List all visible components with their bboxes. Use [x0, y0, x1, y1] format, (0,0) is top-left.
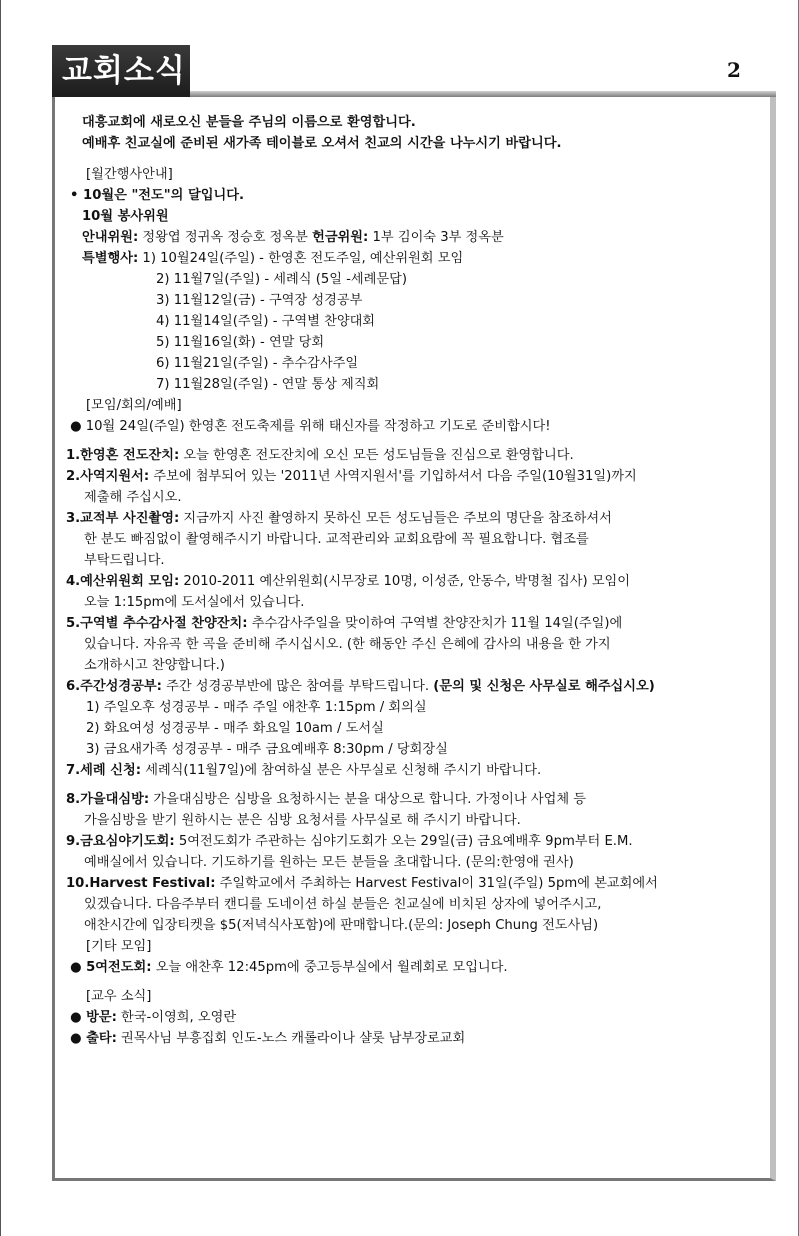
notice-2	[66, 466, 786, 487]
offering-value: 1부 김이숙 3부 정옥분	[368, 230, 504, 245]
notice-4	[66, 571, 786, 592]
notice-3-cont-1: 한 분도 빠짐없이 촬영해주시기 바랍니다. 교적관리와 교회요람에 꼭 필요합니다. 협조를	[84, 532, 589, 547]
member-visit	[66, 1007, 786, 1028]
notice-8	[66, 789, 786, 810]
special-event-5: 5) 11월16일(화) - 연말 당회	[156, 335, 325, 350]
section-meetings: [모임/회의/예배]	[86, 398, 182, 413]
special-event-7: 7) 11월28일(주일) - 연말 통상 제직회	[156, 377, 380, 392]
notice-4-cont: 오늘 1:15pm에 도서실에서 있습니다.	[84, 595, 305, 610]
notice-3-text: 지금까지 사진 촬영하지 못하신 모든 성도님들은 주보의 명단을 참조하셔서	[179, 511, 612, 526]
notice-2-text: 주보에 첨부되어 있는 '2011년 사역지원서'를 기입하셔서 다음 주일(10월31일)까지	[149, 469, 637, 484]
other-meeting	[66, 957, 786, 978]
notice-2-label: 2.사역지원서:	[66, 469, 150, 484]
notice-9-cont: 예배실에서 있습니다. 기도하기를 원하는 모든 분들을 초대합니다. (문의:한영애 권사)	[84, 855, 574, 870]
notice-9-label: 9.금요심야기도회:	[66, 834, 175, 849]
notice-8-cont: 가을심방을 받기 원하시는 분은 심방 요청서를 사무실로 해 주시기 바랍니다.	[84, 813, 521, 828]
notice-9	[66, 831, 786, 852]
visit-text: 한국-이영희, 오영란	[116, 1010, 237, 1025]
notice-1-label: 1.한영혼 전도잔치:	[66, 448, 180, 463]
page-number: 2	[727, 58, 741, 82]
notice-5-cont-2: 소개하시고 찬양합니다.)	[84, 658, 225, 673]
bible-study-1: 1) 주일오후 성경공부 - 매주 주일 애찬후 1:15pm / 회의실	[86, 700, 427, 715]
special-event-2: 2) 11월7일(주일) - 세례식 (5일 -세례문답)	[156, 272, 408, 287]
offering-label: 헌금위원:	[312, 230, 369, 245]
notice-5-cont-1: 있습니다. 자유곡 한 곡을 준비해 주시십시오. (한 해동안 주신 은혜에 감사의 내용을 한 가지	[84, 637, 611, 652]
special-event-4: 4) 11월14일(주일) - 구역별 찬양대회	[156, 314, 376, 329]
notice-10-cont-1: 있겠습니다. 다음주부터 캔디를 도네이션 하실 분들은 친교실에 비치된 상자에 넣어주시고,	[84, 897, 602, 912]
page-border-left	[0, 0, 1, 1236]
special-label: 특별행사:	[82, 251, 139, 266]
notice-10-label: 10.Harvest Festival:	[66, 876, 216, 891]
notice-3-cont-2: 부탁드립니다.	[84, 553, 165, 568]
notice-8-label: 8.가을대심방:	[66, 792, 150, 807]
notice-7	[66, 760, 786, 781]
other-meeting-text: 오늘 애찬후 12:45pm에 중고등부실에서 월례회로 모입니다.	[151, 960, 508, 975]
notice-2-cont: 제출해 주십시오.	[84, 490, 182, 505]
visit-label: ● 방문:	[70, 1010, 117, 1025]
notice-1-text: 오늘 한영혼 전도잔치에 오신 모든 성도님들을 진심으로 환영합니다.	[179, 448, 574, 463]
notice-5	[66, 613, 786, 634]
notice-1	[66, 445, 786, 466]
notice-6	[66, 676, 786, 697]
prayer-note: ● 10월 24일(주일) 한영혼 전도축제를 위해 태신자를 작정하고 기도로 준비합시다!	[70, 419, 551, 434]
notice-10	[66, 873, 786, 894]
notice-9-text: 5여전도회가 주관하는 심야기도회가 오는 29일(금) 금요예배후 9pm부터 E.M.	[174, 834, 633, 849]
welcome-line-1: 대흥교회에 새로오신 분들을 주님의 이름으로 환영합니다.	[82, 115, 416, 130]
special-event-6: 6) 11월21일(주일) - 추수감사주일	[156, 356, 359, 371]
notice-6-contact: (문의 및 신청은 사무실로 해주십시오)	[433, 679, 655, 694]
section-members: [교우 소식]	[86, 989, 152, 1004]
bulletin-content	[66, 112, 786, 1049]
notice-10-cont-2: 애찬시간에 입장티켓을 $5(저녁식사포함)에 판매합니다.(문의: Joseph Chung 전도사님)	[84, 918, 599, 933]
notice-3-label: 3.교적부 사진촬영:	[66, 511, 180, 526]
special-events-line	[66, 248, 786, 269]
notice-4-text: 2010-2011 예산위원회(시무장로 10명, 이성준, 안동수, 박명철 집사) 모임이	[179, 574, 631, 589]
other-meeting-label: ● 5여전도회:	[70, 960, 152, 975]
volunteers-title: 10월 봉사위원	[82, 209, 169, 224]
notice-8-text: 가을대심방은 심방을 요청하시는 분을 대상으로 합니다. 가정이나 사업체 등	[149, 792, 586, 807]
bible-study-2: 2) 화요여성 성경공부 - 매주 화요일 10am / 도서실	[86, 721, 384, 736]
special-event-1: 1) 10월24일(주일) - 한영혼 전도주일, 예산위원회 모임	[138, 251, 464, 266]
notice-10-text: 주일학교에서 주최하는 Harvest Festival이 31일(주일) 5pm에 본교회에서	[215, 876, 658, 891]
welcome-line-2: 예배후 친교실에 준비된 새가족 테이블로 오셔서 친교의 시간을 나누시기 바랍니다.	[82, 136, 562, 151]
bible-study-3: 3) 금요새가족 성경공부 - 매주 금요예배후 8:30pm / 당회장실	[86, 742, 448, 757]
page-title: 교회소식	[52, 45, 190, 97]
section-other: [기타 모임]	[86, 939, 152, 954]
ushers-label: 안내위원:	[82, 230, 139, 245]
ushers-value: 정왕엽 정귀옥 정승호 정옥분	[138, 230, 313, 245]
trip-label: ● 출타:	[70, 1031, 117, 1046]
notice-6-text: 주간 성경공부반에 많은 참여를 부탁드립니다.	[161, 679, 434, 694]
notice-6-label: 6.주간성경공부:	[66, 679, 162, 694]
special-event-3: 3) 11월12일(금) - 구역장 성경공부	[156, 293, 363, 308]
section-monthly-events: [월간행사안내]	[86, 167, 173, 182]
month-theme: • 10월은 "전도"의 달입니다.	[70, 188, 244, 203]
notice-7-label: 7.세례 신청:	[66, 763, 142, 778]
notice-7-text: 세례식(11월7일)에 참여하실 분은 사무실로 신청해 주시기 바랍니다.	[141, 763, 542, 778]
notice-3	[66, 508, 786, 529]
notice-4-label: 4.예산위원회 모임:	[66, 574, 180, 589]
member-trip	[66, 1028, 786, 1049]
notice-5-label: 5.구역별 추수감사절 찬양잔치:	[66, 616, 248, 631]
volunteers-line	[66, 227, 786, 248]
trip-text: 권목사님 부흥집회 인도-노스 캐롤라이나 샬롯 남부장로교회	[116, 1031, 466, 1046]
notice-5-text: 추수감사주일을 맞이하여 구역별 찬양잔치가 11월 14일(주일)에	[247, 616, 623, 631]
